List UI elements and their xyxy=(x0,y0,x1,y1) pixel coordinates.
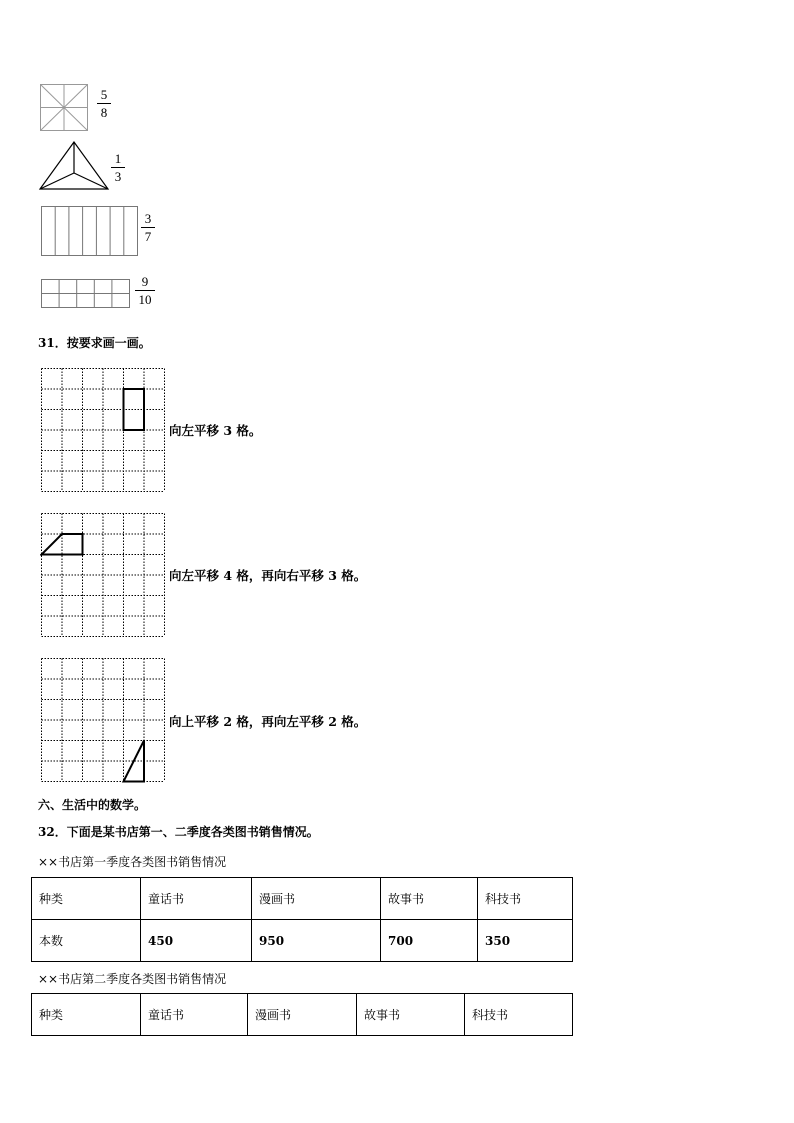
task-3-instruction: 向上平移 2 格，再向左平移 2 格。 xyxy=(169,714,367,729)
table-1-value-row xyxy=(32,920,573,962)
table-2-caption: ××书店第二季度各类图书销售情况 xyxy=(38,972,227,986)
table-cell: 950 xyxy=(252,920,381,962)
table-cell: 科技书 xyxy=(478,878,573,920)
fraction-square-figure xyxy=(40,84,88,132)
table-cell: 故事书 xyxy=(357,994,465,1036)
table-cell: 漫画书 xyxy=(248,994,357,1036)
task-2-instruction: 向左平移 4 格，再向右平移 3 格。 xyxy=(169,568,367,583)
table-cell: 故事书 xyxy=(381,878,478,920)
table-cell: 科技书 xyxy=(465,994,573,1036)
table-cell: 450 xyxy=(141,920,252,962)
section-6-title: 六、生活中的数学。 xyxy=(38,798,147,812)
table-cell: 本数 xyxy=(32,920,141,962)
fraction-9-10: 9 10 xyxy=(135,275,155,307)
table-cell: 种类 xyxy=(32,878,141,920)
table-cell: 700 xyxy=(381,920,478,962)
fraction-3-7: 3 7 xyxy=(141,212,155,244)
task-1-instruction: 向左平移 3 格。 xyxy=(169,423,262,438)
translation-grid-2 xyxy=(40,512,166,638)
table-1-header-row xyxy=(32,878,573,920)
fraction-triangle-figure xyxy=(38,140,110,192)
table-cell: 漫画书 xyxy=(252,878,381,920)
fraction-rectangle-7-figure xyxy=(40,205,140,257)
translation-grid-1 xyxy=(40,367,166,493)
table-1 xyxy=(31,877,573,962)
fraction-rectangle-10-figure xyxy=(40,278,132,310)
fraction-5-8: 5 8 xyxy=(97,88,111,120)
table-1-caption: ××书店第一季度各类图书销售情况 xyxy=(38,855,227,869)
table-cell: 童话书 xyxy=(141,878,252,920)
table-2-header-row xyxy=(32,994,573,1036)
translation-grid-3 xyxy=(40,657,166,783)
table-cell: 种类 xyxy=(32,994,141,1036)
question-31-title: 31．按要求画一画。 xyxy=(38,336,151,350)
table-cell: 350 xyxy=(478,920,573,962)
table-cell: 童话书 xyxy=(141,994,248,1036)
fraction-1-3: 1 3 xyxy=(111,152,125,184)
table-2 xyxy=(31,993,573,1036)
question-32-title: 32．下面是某书店第一、二季度各类图书销售情况。 xyxy=(38,825,319,839)
